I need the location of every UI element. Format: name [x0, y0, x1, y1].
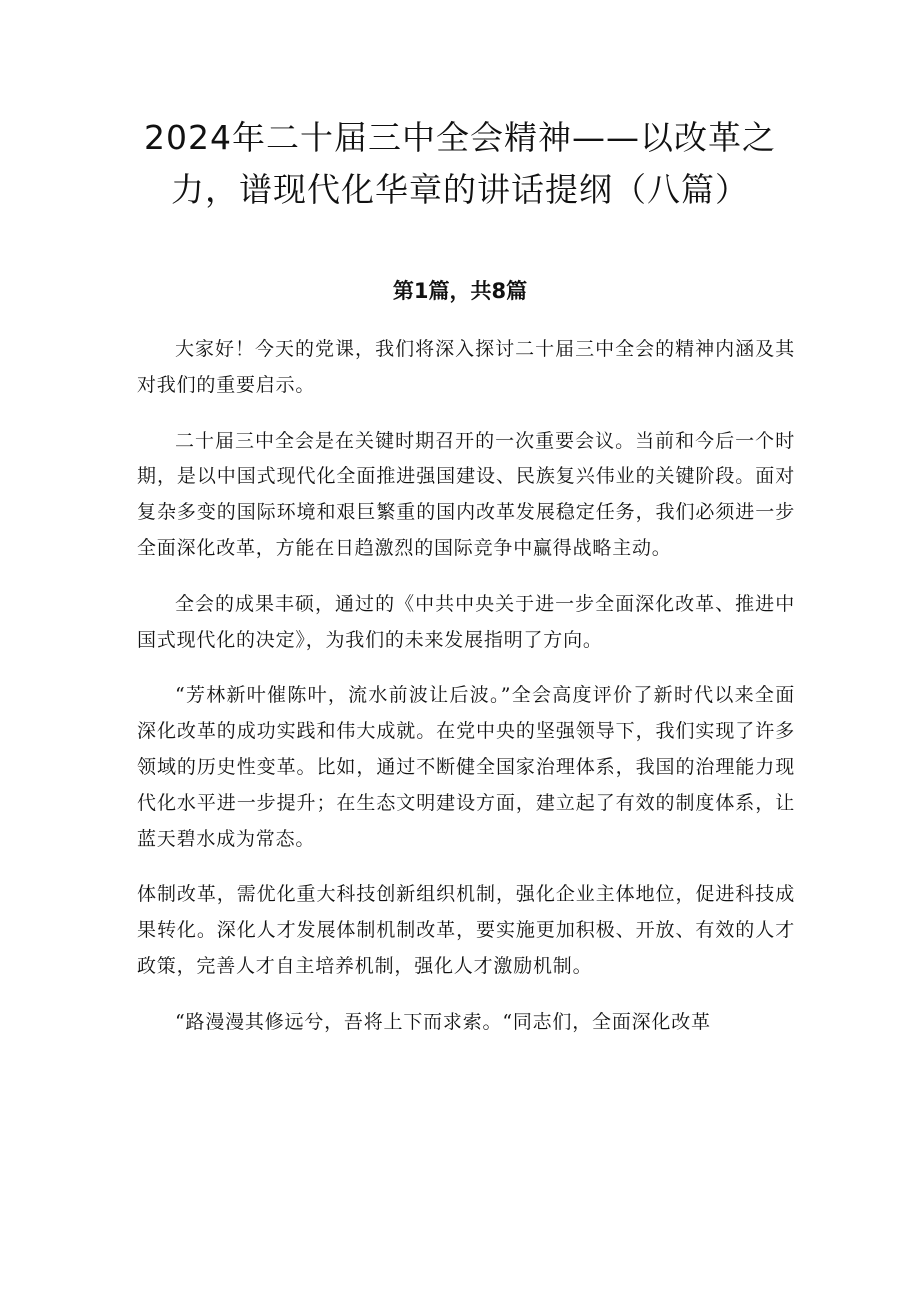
document-body [137, 332, 795, 1061]
paragraph-achievements: “芳林新叶催陈叶，流水前波让后波。”全会高度评价了新时代以来全面深化改革的成功实践和伟大成就。在党中央的坚强领导下，我们实现了许多领域的历史性变革。比如，通过不断健全国家治理体系，我国的治理能力现代化水平进一步提升；在生态文明建设方面，建立起了有效的制度体系，让蓝天碧水成为常态。 [137, 684, 795, 850]
section-heading: 第1篇，共8篇 [392, 279, 528, 303]
paragraph-reform: 体制改革，需优化重大科技创新组织机制，强化企业主体地位，促进科技成果转化。深化人才发展体制机制改革，要实施更加积极、开放、有效的人才政策，完善人才自主培养机制，强化人才激励机制。 [137, 883, 795, 977]
paragraph-closing: “路漫漫其修远兮，吾将上下而求索。“同志们，全面深化改革 [175, 1010, 711, 1033]
paragraph-outcome: 全会的成果丰硕，通过的《中共中央关于进一步全面深化改革、推进中国式现代化的决定》，为我们的未来发展指明了方向。 [137, 592, 795, 651]
paragraph-greeting: 大家好！今天的党课，我们将深入探讨二十届三中全会的精神内涵及其对我们的重要启示。 [137, 338, 795, 396]
paragraph-background: 二十届三中全会是在关键时期召开的一次重要会议。当前和今后一个时期，是以中国式现代化全面推进强国建设、民族复兴伟业的关键阶段。面对复杂多变的国际环境和艰巨繁重的国内改革发展稳定任务，我们必须进一步全面深化改革，方能在日趋激烈的国际竞争中赢得战略主动。 [137, 429, 795, 559]
document-title: 2024年二十届三中全会精神——以改革之力，谱现代化华章的讲话提纲（八篇） [144, 118, 776, 209]
